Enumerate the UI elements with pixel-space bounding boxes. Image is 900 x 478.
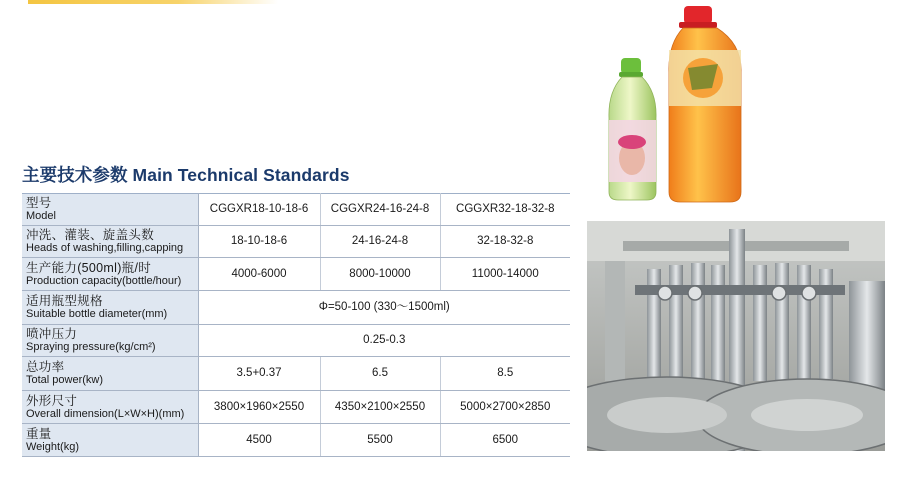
table-header-row [22,194,570,226]
value-cell-merged: Φ=50-100 (330～1500ml) [198,291,570,325]
table-row [22,291,570,325]
label-en: Heads of washing,filling,capping [26,242,184,254]
label-cn: 适用瓶型规格 [26,294,103,308]
table-row [22,258,570,291]
label-cn: 重量 [26,426,52,441]
filling-machine-photo [587,221,885,451]
row-label [22,391,198,424]
value-cell: 8000-10000 [320,258,440,291]
label-cn: 生产能力(500ml)瓶/时 [26,260,152,275]
row-label [22,226,198,258]
value-cell-merged: 0.25-0.3 [198,325,570,357]
label-en: Model [26,210,56,222]
orange-bottle [669,6,741,202]
label-en: Suitable bottle diameter(mm) [26,308,168,320]
label-cn: 外形尺寸 [26,393,78,408]
label-en: Weight(kg) [26,440,79,453]
value-cell: 4350×2100×2550 [320,391,440,424]
value-cell: 6.5 [320,357,440,391]
label-cn: 冲洗、灌装、旋盖头数 [26,228,155,242]
label-en: Overall dimension(L×W×H)(mm) [26,407,185,420]
value-cell: 5000×2700×2850 [440,391,570,424]
row-label [22,258,198,291]
table-row [22,226,570,258]
label-en: Spraying pressure(kg/cm²) [26,341,156,353]
table-row [22,391,570,424]
table-row [22,325,570,357]
row-label-model [22,194,198,226]
value-cell: 18-10-18-6 [198,226,320,258]
model-cell: CGGXR18-10-18-6 [198,194,320,226]
value-cell: 24-16-24-8 [320,226,440,258]
label-cn: 型号 [26,196,52,210]
value-cell: 4000-6000 [198,258,320,291]
table-row [22,424,570,457]
row-label [22,325,198,357]
value-cell: 6500 [440,424,570,457]
technical-standards-table [22,193,570,457]
green-bottle [609,58,656,200]
label-en: Production capacity(bottle/hour) [26,274,182,287]
value-cell: 4500 [198,424,320,457]
page-title: 主要技术参数 Main Technical Standards [22,165,350,185]
value-cell: 3.5+0.37 [198,357,320,391]
table-row [22,357,570,391]
value-cell: 8.5 [440,357,570,391]
label-cn: 喷冲压力 [26,327,78,341]
value-cell: 3800×1960×2550 [198,391,320,424]
value-cell: 5500 [320,424,440,457]
value-cell: 32-18-32-8 [440,226,570,258]
model-cell: CGGXR24-16-24-8 [320,194,440,226]
label-en: Total power(kw) [26,374,104,386]
row-label [22,291,198,325]
decorative-top-strip [28,0,278,4]
value-cell: 11000-14000 [440,258,570,291]
row-label [22,357,198,391]
model-cell: CGGXR32-18-32-8 [440,194,570,226]
label-cn: 总功率 [26,360,65,374]
row-label [22,424,198,457]
juice-bottles-photo [600,0,750,210]
